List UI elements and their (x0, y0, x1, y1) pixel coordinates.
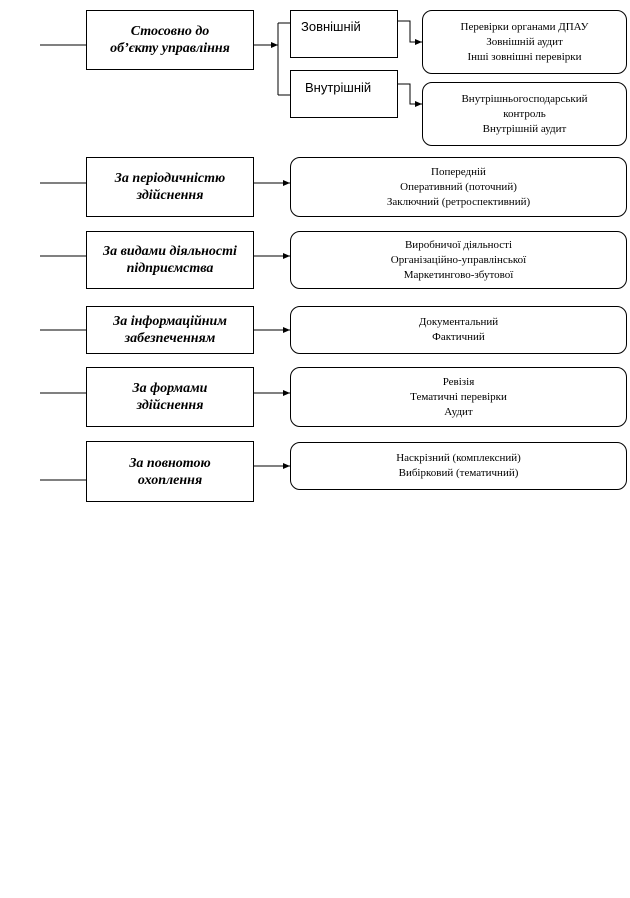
category-box-information (86, 306, 254, 354)
result-item: Ревізія (442, 375, 475, 388)
result-item: Інші зовнішні перевірки (467, 50, 582, 63)
subtype-label: Внутрішній (305, 80, 372, 95)
result-item: Внутрішній аудит (482, 122, 567, 135)
result-item: Вибірковий (тематичний) (398, 467, 519, 479)
result-item: Тематичні перевірки (410, 390, 507, 403)
result-box-internal (422, 82, 627, 146)
result-item: Перевірки органами ДПАУ (460, 20, 589, 33)
category-box-activity-types (86, 231, 254, 289)
result-item: Документальний (418, 316, 499, 328)
result-box-forms (290, 367, 627, 427)
arrow-internal (398, 84, 422, 104)
arrow-external (398, 21, 422, 42)
result-item: Організаційно-управлінської (390, 253, 527, 266)
result-item: Аудит (444, 405, 473, 418)
result-box-coverage (290, 442, 627, 490)
result-item: Маркетингово-збутової (403, 268, 514, 281)
result-item: контроль (503, 107, 546, 120)
category-label: За видами діяльності підприємства (103, 244, 237, 276)
category-box-periodicity (86, 157, 254, 217)
category-label: За повнотою охоплення (129, 455, 211, 488)
result-box-activity-types (290, 231, 627, 289)
subtype-label: Зовнішній (301, 19, 361, 34)
category-label: За періодичністю здійснення (114, 171, 226, 203)
subtype-box-external (290, 10, 398, 58)
result-item: Оперативний (поточний) (400, 180, 517, 193)
subtype-box-internal (290, 70, 398, 118)
result-item: Наскрізний (комплексний) (396, 452, 521, 464)
result-item: Зовнішній аудит (486, 35, 563, 48)
result-item: Виробничої діяльності (404, 238, 513, 251)
category-box-management-object (86, 10, 254, 70)
category-label: За інформаційним забезпеченням (113, 314, 227, 346)
category-label: За формами здійснення (132, 381, 208, 413)
category-box-forms (86, 367, 254, 427)
result-item: Фактичний (432, 331, 485, 343)
result-box-information (290, 306, 627, 354)
result-box-periodicity (290, 157, 627, 217)
result-item: Попередній (431, 165, 486, 178)
result-item: Внутрішньогосподарський (461, 92, 588, 105)
result-box-external (422, 10, 627, 74)
result-item: Заключний (ретроспективний) (386, 195, 531, 208)
category-label: Стосовно до об’єкту управління (110, 24, 230, 56)
category-box-coverage (86, 441, 254, 502)
